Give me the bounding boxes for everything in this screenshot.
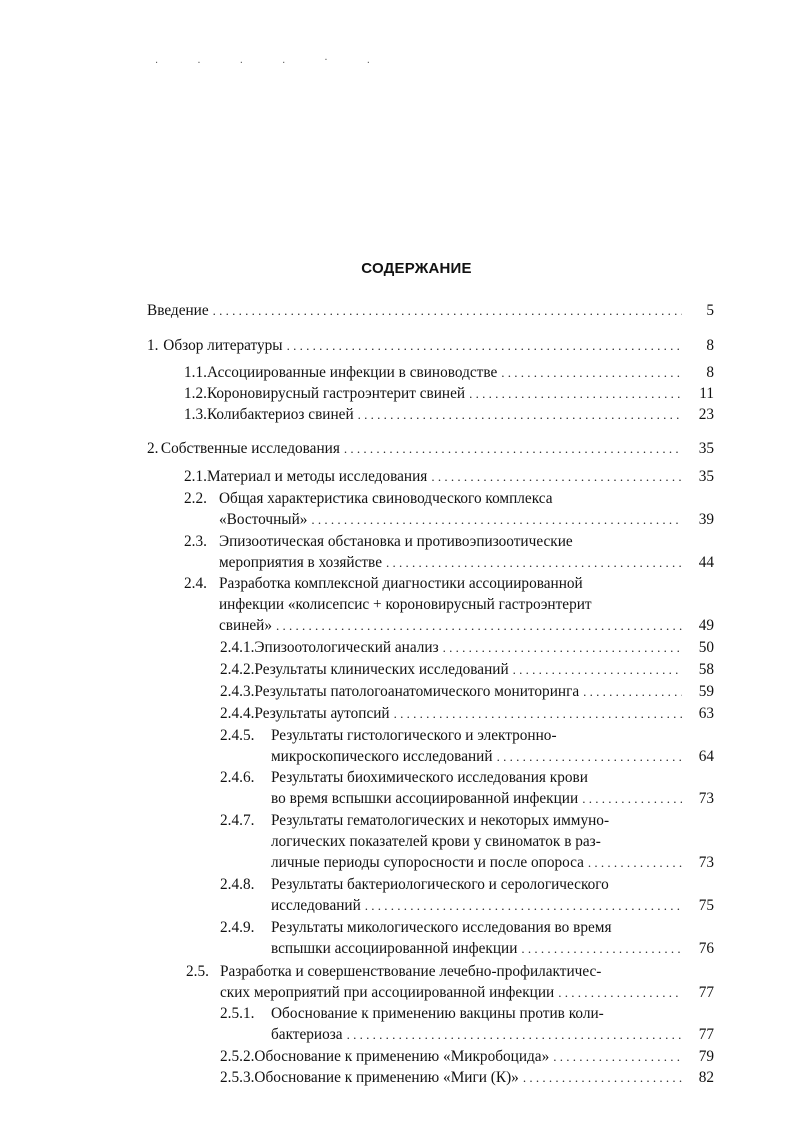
toc-label: Введение (147, 302, 209, 319)
toc-entry-2-3-line1[interactable] (184, 531, 573, 552)
toc-entry-2-4-4[interactable] (220, 703, 714, 724)
toc-entry-2-5-2[interactable] (220, 1046, 714, 1067)
toc-entry-2-4-3[interactable] (220, 681, 714, 702)
leader-dots (582, 788, 682, 809)
toc-page: 5 (706, 302, 714, 319)
toc-page: 75 (698, 897, 714, 914)
toc-page: 8 (706, 337, 714, 354)
toc-number: 2.4.5. (220, 727, 255, 744)
toc-page: 8 (706, 364, 714, 381)
toc-entry-2-5-1-line1[interactable] (220, 1003, 604, 1024)
toc-label: вспышки ассоциированной инфекции (271, 940, 518, 957)
leader-dots (344, 438, 682, 459)
toc-number: 2.1. (184, 468, 207, 485)
toc-page: 35 (698, 468, 714, 485)
leader-dots (365, 895, 682, 916)
toc-label: ских мероприятий при ассоциированной инфекции (220, 984, 555, 1001)
toc-number: 2.2. (184, 490, 207, 507)
toc-entry-2-3[interactable] (219, 552, 714, 573)
leader-dots (431, 466, 682, 487)
page-title: СОДЕРЖАНИЕ (361, 260, 472, 277)
toc-entry-1[interactable] (147, 335, 714, 356)
toc-label: Обоснование к применению «Миги (К)» (254, 1069, 519, 1086)
leader-dots (213, 300, 682, 321)
toc-entry-2-5-1[interactable] (271, 1024, 714, 1045)
toc-label: Обоснование к применению «Микробоцида» (254, 1048, 550, 1065)
toc-entry-2-5[interactable] (220, 982, 714, 1003)
toc-label-line: Результаты гематологических и некоторых иммуно- (271, 812, 610, 829)
toc-label-line: Результаты микологического исследования во время (271, 919, 612, 936)
leader-dots (443, 637, 682, 658)
toc-number: 2.5.3. (220, 1069, 255, 1086)
toc-entry-2-1[interactable] (184, 466, 714, 487)
toc-label: Ассоциированные инфекции в свиноводстве (206, 364, 498, 381)
toc-page: 58 (698, 661, 714, 678)
toc-entry-2-4-5-line1[interactable] (220, 725, 557, 746)
toc-entry-2-4-9-line1[interactable] (220, 917, 612, 938)
toc-entry-2-4-2[interactable] (220, 659, 714, 680)
toc-number: 1. (147, 337, 159, 354)
leader-dots (276, 615, 682, 636)
toc-label: исследований (271, 897, 361, 914)
leader-dots (394, 703, 682, 724)
leader-dots (521, 938, 682, 959)
toc-page: 64 (698, 748, 714, 765)
toc-page: 73 (698, 790, 714, 807)
toc-label-line: Общая характеристика свиноводческого комплекса (219, 490, 553, 507)
toc-number: 2.5.1. (220, 1005, 255, 1022)
toc-label: микроскопического исследований (271, 748, 493, 765)
toc-entry-2-4-1[interactable] (220, 637, 714, 658)
leader-dots (588, 852, 682, 873)
toc-number: 2.5. (186, 963, 209, 980)
toc-page: 39 (698, 511, 714, 528)
toc-label: Короновирусный гастроэнтерит свиней (206, 385, 466, 402)
toc-number: 2.4.3. (220, 683, 255, 700)
toc-label: Результаты патологоанатомического мониторинга (254, 683, 580, 700)
leader-dots (497, 746, 682, 767)
toc-number: 2.5.2. (220, 1048, 255, 1065)
toc-label-line: Результаты гистологического и электронно- (271, 727, 557, 744)
toc-label: мероприятия в хозяйстве (219, 554, 382, 571)
toc-entry-2-4-8-line1[interactable] (220, 874, 609, 895)
toc-page: 82 (698, 1069, 714, 1086)
leader-dots (386, 552, 682, 573)
leader-dots (583, 681, 682, 702)
toc-label: Собственные исследования (160, 440, 340, 457)
toc-label-line: Результаты биохимического исследования крови (271, 769, 588, 786)
toc-label-line: Разработка и совершенствование лечебно-профилактичес- (220, 963, 602, 980)
toc-label-line: Обоснование к применению вакцины против коли- (271, 1005, 604, 1022)
toc-entry-2-4-5[interactable] (271, 746, 714, 767)
toc-number: 2.3. (184, 533, 207, 550)
toc-label: бактериоза (271, 1026, 343, 1043)
toc-label-line: Результаты бактериологического и серологического (271, 876, 609, 893)
toc-number: 2.4.9. (220, 919, 255, 936)
leader-dots (523, 1067, 682, 1088)
toc-label: Результаты аутопсий (254, 705, 390, 722)
toc-entry-1-2[interactable] (184, 383, 714, 404)
toc-page: 35 (698, 440, 714, 457)
toc-label: Обзор литературы (163, 337, 283, 354)
toc-page: 49 (698, 617, 714, 634)
toc-entry-1-3[interactable] (184, 404, 714, 425)
toc-entry-2-2-line1[interactable] (184, 488, 553, 509)
toc-entry-1-1[interactable] (184, 362, 714, 383)
toc-label: Материал и методы исследования (206, 468, 428, 485)
toc-page: 77 (698, 1026, 714, 1043)
toc-number: 2.4.2. (220, 661, 255, 678)
toc-label: свиней» (219, 617, 273, 634)
scan-specks: . . . . · . (155, 55, 388, 66)
toc-label: Результаты клинических исследований (254, 661, 509, 678)
toc-number: 2.4.1. (220, 639, 255, 656)
toc-page: 79 (698, 1048, 714, 1065)
toc-number: 2.4. (184, 575, 207, 592)
toc-entry-2-4-7[interactable] (271, 852, 714, 873)
toc-entry-2-4[interactable] (219, 615, 714, 636)
toc-page: 11 (699, 385, 714, 402)
toc-entry-2-4-line2: инфекции «колисепсис + короновирусный гастроэнтерит (219, 596, 592, 613)
toc-number: 2.4.6. (220, 769, 255, 786)
toc-page: 63 (698, 705, 714, 722)
toc-entry-2-4-6[interactable] (271, 788, 714, 809)
toc-label: во время вспышки ассоциированной инфекции (271, 790, 579, 807)
toc-entry-2-2[interactable] (219, 509, 714, 530)
toc-entry-2-4-7-line1[interactable] (220, 810, 609, 831)
toc-page: 23 (698, 406, 714, 423)
toc-number: 2.4.7. (220, 812, 255, 829)
toc-page: 76 (698, 940, 714, 957)
toc-label: Эпизоотологический анализ (254, 639, 439, 656)
leader-dots (347, 1024, 682, 1045)
toc-label-line: Эпизоотическая обстановка и противоэпизоотические (219, 533, 573, 550)
toc-page: 77 (698, 984, 714, 1001)
toc-entry-intro[interactable] (147, 300, 714, 321)
toc-number: 2. (147, 440, 159, 457)
toc-entry-2-5-3[interactable] (220, 1067, 714, 1088)
toc-entry-2-4-9[interactable] (271, 938, 714, 959)
leader-dots (558, 982, 682, 1003)
leader-dots (469, 383, 682, 404)
toc-entry-2-4-8[interactable] (271, 895, 714, 916)
leader-dots (358, 404, 682, 425)
toc-number: 2.4.8. (220, 876, 255, 893)
toc-label: «Восточный» (219, 511, 308, 528)
toc-number: 1.3. (184, 406, 207, 423)
leader-dots (513, 659, 682, 680)
toc-page: 50 (698, 639, 714, 656)
toc-number: 2.4.4. (220, 705, 255, 722)
leader-dots (311, 509, 682, 530)
toc-number: 1.2. (184, 385, 207, 402)
toc-entry-2-4-line1[interactable] (184, 573, 583, 594)
toc-page: 73 (698, 854, 714, 871)
leader-dots (501, 362, 682, 383)
toc-label: личные периоды супоросности и после опороса (271, 854, 584, 871)
toc-number: 1.1. (184, 364, 207, 381)
toc-entry-2-4-7-line2: логических показателей крови у свиноматок в раз- (271, 833, 601, 850)
leader-dots (553, 1046, 682, 1067)
toc-label-line: Разработка комплексной диагностики ассоциированной (219, 575, 583, 592)
toc-page: 59 (698, 683, 714, 700)
toc-entry-2-4-6-line1[interactable] (220, 767, 588, 788)
toc-label: Колибактериоз свиней (206, 406, 354, 423)
leader-dots (287, 335, 682, 356)
toc-entry-2[interactable] (147, 438, 714, 459)
toc-entry-2-5-line1[interactable] (186, 961, 601, 982)
toc-page: 44 (698, 554, 714, 571)
